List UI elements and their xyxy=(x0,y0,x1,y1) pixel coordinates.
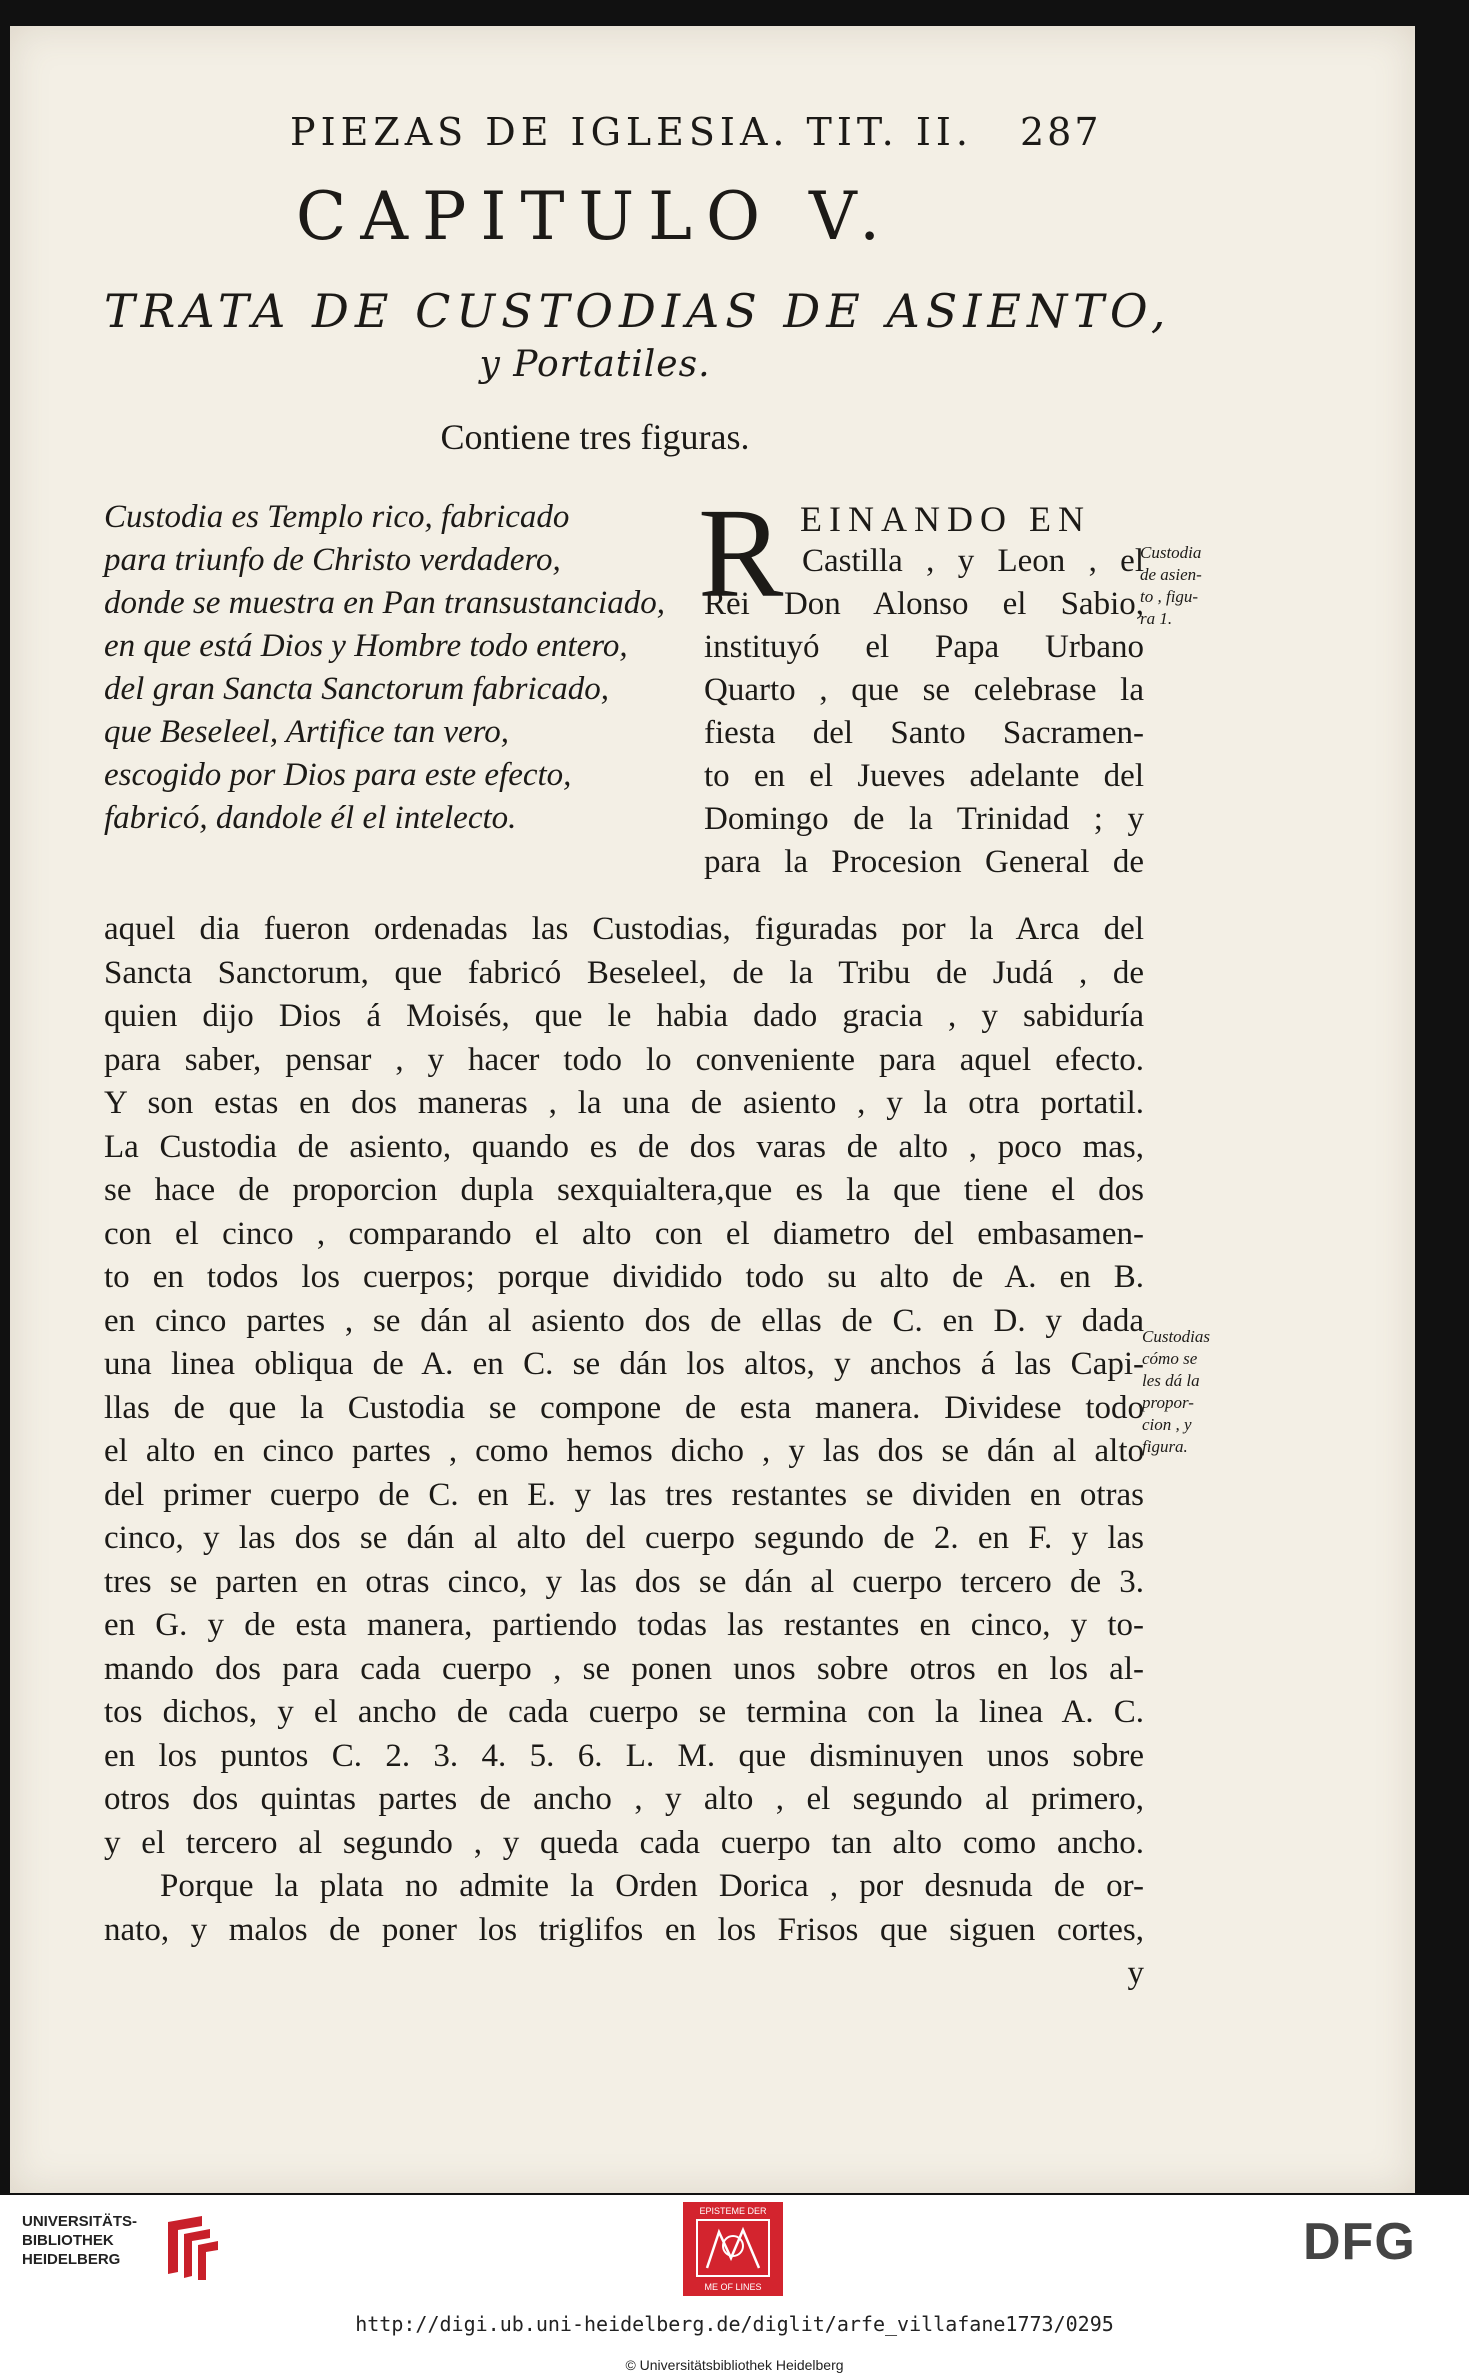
text-line: en cinco partes , se dán al asiento dos de ellas de C. en D. y dada xyxy=(104,1302,1144,1339)
verse-line: para triunfo de Christo verdadero, xyxy=(104,542,561,578)
text-line: con el cinco , comparando el alto con el diametro del embasamen- xyxy=(104,1215,1144,1252)
copyright-notice: © Universitätsbibliothek Heidelberg xyxy=(625,2357,844,2373)
text-line: tres se parten en otras cinco, y las dos se dán al cuerpo tercero de 3. xyxy=(104,1563,1144,1600)
margin-note xyxy=(1142,1326,1210,1458)
library-logo[interactable] xyxy=(22,2212,222,2282)
verse-block xyxy=(104,496,684,840)
chapter-subtitle: TRATA DE CUSTODIAS DE ASIENTO, xyxy=(104,284,1172,338)
margin-note-line: figura. xyxy=(1142,1437,1188,1456)
library-name-line: HEIDELBERG xyxy=(22,2251,121,2268)
text-line: Domingo de la Trinidad ; y xyxy=(704,801,1144,837)
margin-note-line: propor- xyxy=(1142,1393,1194,1412)
text-line: tos dichos, y el ancho de cada cuerpo se termina con la linea A. C. xyxy=(104,1694,1144,1730)
verse-line: escogido por Dios para este efecto, xyxy=(104,757,572,793)
verse-line: donde se muestra en Pan transustanciado, xyxy=(104,585,665,621)
text-line: quien dijo Dios á Moisés, que le habia dado gracia , y sabiduría xyxy=(104,998,1144,1034)
margin-note-line: les dá la xyxy=(1142,1371,1200,1390)
text-line: to en todos los cuerpos; porque dividido todo su alto de A. en B. xyxy=(104,1259,1144,1295)
catchword: y xyxy=(1127,1955,1144,1991)
chapter-subtitle-continued: y Portatiles. xyxy=(479,344,711,385)
text-line: se hace de proporcion dupla sexquialtera,que es la que tiene el dos xyxy=(104,1172,1144,1208)
chapter-title: CAPITULO V. xyxy=(295,178,895,255)
dfg-logo[interactable]: DFG xyxy=(1303,2213,1416,2271)
margin-note-line: Custodias xyxy=(1142,1327,1211,1346)
text-line: fiesta del Santo Sacramen- xyxy=(704,715,1144,751)
verse-line: fabricó, dandole él el intelecto. xyxy=(104,800,517,836)
text-line: Castilla , y Leon , el xyxy=(802,543,1144,579)
text-line: una linea obliqua de A. en C. se dán los altos, y anchos á las Capi- xyxy=(104,1346,1144,1382)
text-line: llas de que la Custodia se compone de esta manera. Dividese todo xyxy=(104,1389,1144,1426)
library-name-line: BIBLIOTHEK xyxy=(22,2232,114,2249)
text-line: instituyó el Papa Urbano xyxy=(704,629,1144,665)
right-column xyxy=(704,540,1144,884)
running-head: PIEZAS DE IGLESIA. TIT. II. xyxy=(290,110,973,154)
text-line: Porque la plata no admite la Orden Dorica , por desnuda de or- xyxy=(160,1868,1144,1904)
text-line: to en el Jueves adelante del xyxy=(704,758,1144,794)
text-line: para la Procesion General de xyxy=(704,844,1144,880)
permalink-url[interactable]: http://digi.ub.uni-heidelberg.de/diglit/arfe_villafane1773/0295 xyxy=(355,2312,1114,2336)
text-line: en G. y de esta manera, partiendo todas las restantes en cinco, y to- xyxy=(104,1607,1144,1643)
text-line: cinco, y las dos se dán al alto del cuerpo segundo de 2. en F. y las xyxy=(104,1520,1144,1556)
verse-line: que Beseleel, Artifice tan vero, xyxy=(104,714,510,750)
body-text xyxy=(104,908,1144,1996)
figures-note: Contiene tres figuras. xyxy=(440,417,750,457)
text-line: aquel dia fueron ordenadas las Custodias, figuradas por la Arca del xyxy=(104,911,1144,947)
text-line: Quarto , que se celebrase la xyxy=(704,672,1144,708)
verse-line: del gran Sancta Sanctorum fabricado, xyxy=(104,671,610,707)
text-line: La Custodia de asiento, quando es de dos varas de alto , poco mas, xyxy=(104,1128,1144,1165)
page-number: 287 xyxy=(1020,110,1102,154)
text-line: del primer cuerpo de C. en E. y las tres restantes se dividen en otras xyxy=(104,1476,1144,1513)
text-line: en los puntos C. 2. 3. 4. 5. 6. L. M. que disminuyen unos sobre xyxy=(104,1737,1144,1774)
margin-note-line: ra 1. xyxy=(1140,609,1173,628)
text-line: para saber, pensar , y hacer todo lo conveniente para aquel efecto. xyxy=(104,1041,1144,1078)
text-line: nato, y malos de poner los triglifos en los Frisos que siguen cortes, xyxy=(104,1911,1144,1948)
text-line: mando dos para cada cuerpo , se ponen unos sobre otros en los al- xyxy=(104,1650,1144,1687)
library-name xyxy=(22,2212,137,2269)
library-emblem-icon xyxy=(162,2212,222,2282)
text-line: y el tercero al segundo , y queda cada cuerpo tan alto como ancho. xyxy=(104,1824,1144,1861)
opening-word: EINANDO EN xyxy=(800,499,1091,539)
margin-note-line: cion , y xyxy=(1142,1415,1192,1434)
text-line: otros dos quintas partes de ancho , y alto , el segundo al primero, xyxy=(104,1781,1144,1817)
book-page xyxy=(10,26,1415,2193)
emblem-top-text: EPISTEME DER xyxy=(699,2206,767,2216)
library-name-line: UNIVERSITÄTS- xyxy=(22,2213,138,2230)
project-emblem-icon xyxy=(683,2202,783,2296)
emblem-bottom-text: ME OF LINES xyxy=(704,2282,762,2292)
margin-note-line: to , figu- xyxy=(1140,587,1199,606)
text-line: el alto en cinco partes , como hemos dicho , y las dos se dán al alto xyxy=(104,1433,1144,1469)
text-line: Rei Don Alonso el Sabio, xyxy=(704,586,1144,622)
text-line: Y son estas en dos maneras , la una de asiento , y la otra portatil. xyxy=(104,1085,1144,1121)
margin-note-line: cómo se xyxy=(1142,1349,1198,1368)
verse-line: Custodia es Templo rico, fabricado xyxy=(104,499,570,535)
text-line: Sancta Sanctorum, que fabricó Beseleel, de la Tribu de Judá , de xyxy=(104,954,1144,991)
margin-note xyxy=(1140,542,1202,630)
margin-note-line: Custodia xyxy=(1140,543,1202,562)
margin-note-line: de asien- xyxy=(1140,565,1202,584)
drop-capital: R xyxy=(698,482,784,624)
verse-line: en que está Dios y Hombre todo entero, xyxy=(104,628,628,664)
